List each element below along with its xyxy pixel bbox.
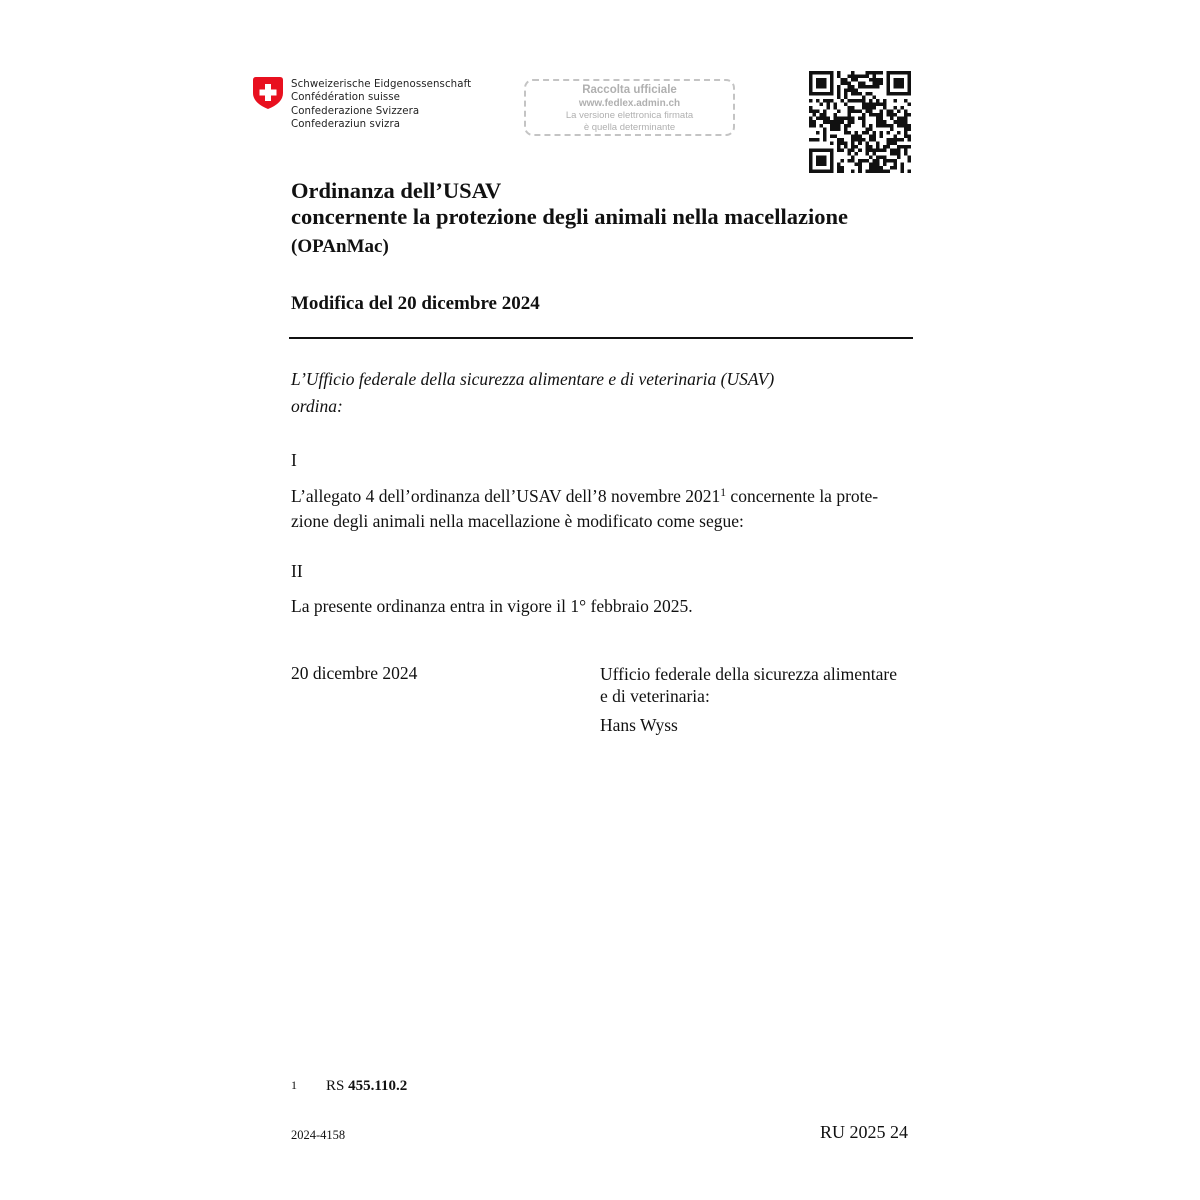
section-number-2: II [291, 561, 303, 581]
preamble-line2: ordina: [291, 396, 343, 416]
preamble-line1: L’Ufficio federale della sicurezza alimentare e di veterinaria (USAV) [291, 369, 775, 389]
qr-code-icon [809, 71, 911, 173]
section-text-2: La presente ordinanza entra in vigore il 1° febbraio 2025. [291, 596, 693, 616]
section-1-text-line2: zione degli animali nella macellazione è modificato come segue: [291, 511, 744, 531]
section-1-text-before-ref: L’allegato 4 dell’ordinanza dell’USAV dell’8 novembre 2021 [291, 486, 721, 506]
preamble [291, 366, 774, 420]
stamp-title: Raccolta ufficiale [582, 84, 677, 96]
modification-date-heading: Modifica del 20 dicembre 2024 [291, 293, 540, 314]
federation-name-it: Confederazione Svizzera [291, 105, 420, 117]
signature-office-line2: e di veterinaria: [600, 686, 710, 706]
signature-office [600, 663, 897, 707]
swiss-emblem-icon [253, 77, 283, 109]
stamp-note-line2: è quella determinante [583, 121, 676, 133]
official-collection-stamp [524, 79, 735, 136]
footnote-reference-link[interactable]: 1 [720, 487, 727, 499]
signatory-name: Hans Wyss [600, 715, 678, 735]
section-number-1: I [291, 450, 297, 470]
ordinance-title [291, 178, 848, 259]
collection-reference: RU 2025 24 [819, 1122, 908, 1142]
footnote-number: 1 [291, 1078, 297, 1092]
federation-name-fr: Confédération suisse [291, 92, 401, 104]
section-text-1 [291, 485, 913, 532]
stamp-url: www.fedlex.admin.ch [578, 98, 681, 109]
footnote-sr-reference[interactable]: 455.110.2 [348, 1078, 408, 1094]
signature-date: 20 dicembre 2024 [291, 663, 418, 683]
federation-name-de: Schweizerische Eidgenossenschaft [291, 79, 472, 90]
title-line1: Ordinanza dell’USAV [291, 178, 502, 203]
federation-name-rm: Confederaziun svizra [291, 119, 401, 131]
footnote-prefix: RS [326, 1078, 349, 1094]
stamp-note-line1: La versione elettronica firmata [565, 110, 694, 121]
title-divider [289, 337, 913, 339]
document-number: 2024-4158 [291, 1128, 346, 1142]
federation-names [291, 78, 471, 132]
title-abbreviation: (OPAnMac) [291, 236, 389, 257]
footnote-text [326, 1078, 407, 1095]
section-1-text-after-ref: concernente la prote- [726, 486, 879, 506]
signature-office-line1: Ufficio federale della sicurezza alimentare [600, 664, 897, 684]
title-line2: concernente la protezione degli animali nella macellazione [291, 204, 848, 229]
